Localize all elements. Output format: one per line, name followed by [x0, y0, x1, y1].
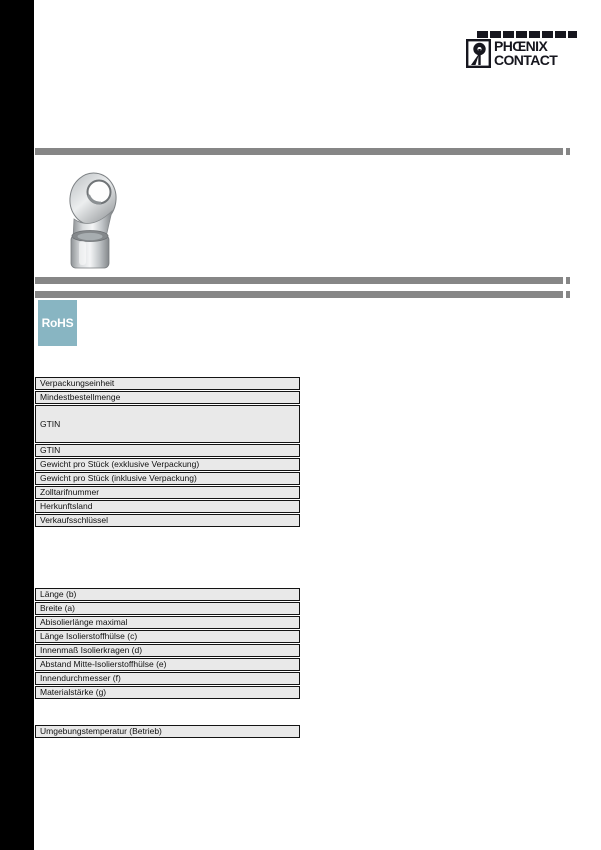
table-row: Breite (a) [35, 602, 300, 615]
table-row-gtin-tall: GTIN [35, 405, 300, 443]
table-row: Innenmaß Isolierkragen (d) [35, 644, 300, 657]
dimensions-table [35, 588, 300, 700]
ring-cable-lug-icon [35, 155, 148, 272]
table-row: Innendurchmesser (f) [35, 672, 300, 685]
section-bar-end-cap [566, 148, 570, 155]
rohs-badge-label: RoHS [41, 316, 74, 330]
commercial-data-table [35, 377, 300, 528]
section-bar-end-cap [566, 291, 570, 298]
table-row: Umgebungstemperatur (Betrieb) [35, 725, 300, 738]
brand-name-line2: CONTACT [494, 52, 558, 68]
table-row: Gewicht pro Stück (exklusive Verpackung) [35, 458, 300, 471]
table-row: Mindestbestellmenge [35, 391, 300, 404]
table-row: Herkunftsland [35, 500, 300, 513]
phoenix-contact-p-icon [466, 39, 491, 68]
environment-table [35, 725, 300, 739]
section-bar-details [35, 291, 563, 298]
section-bar-end-cap [566, 277, 570, 284]
phoenix-contact-logo [461, 27, 577, 72]
table-row: Abisolierlänge maximal [35, 616, 300, 629]
table-row: Verpackungseinheit [35, 377, 300, 390]
page-left-black-band [0, 0, 34, 850]
logo-cropped-band [477, 31, 577, 38]
table-row: Länge (b) [35, 588, 300, 601]
table-row: Länge Isolierstoffhülse (c) [35, 630, 300, 643]
table-row: GTIN [35, 444, 300, 457]
section-bar-product [35, 148, 563, 155]
table-row: Verkaufsschlüssel [35, 514, 300, 527]
product-image [35, 155, 148, 272]
section-bar-divider [35, 277, 563, 284]
table-row: Materialstärke (g) [35, 686, 300, 699]
table-row: Zolltarifnummer [35, 486, 300, 499]
table-row: Gewicht pro Stück (inklusive Verpackung) [35, 472, 300, 485]
brand-name-line1: PHŒNIX [494, 38, 548, 54]
table-row: Abstand Mitte-Isolierstoffhülse (e) [35, 658, 300, 671]
rohs-badge [38, 300, 77, 346]
